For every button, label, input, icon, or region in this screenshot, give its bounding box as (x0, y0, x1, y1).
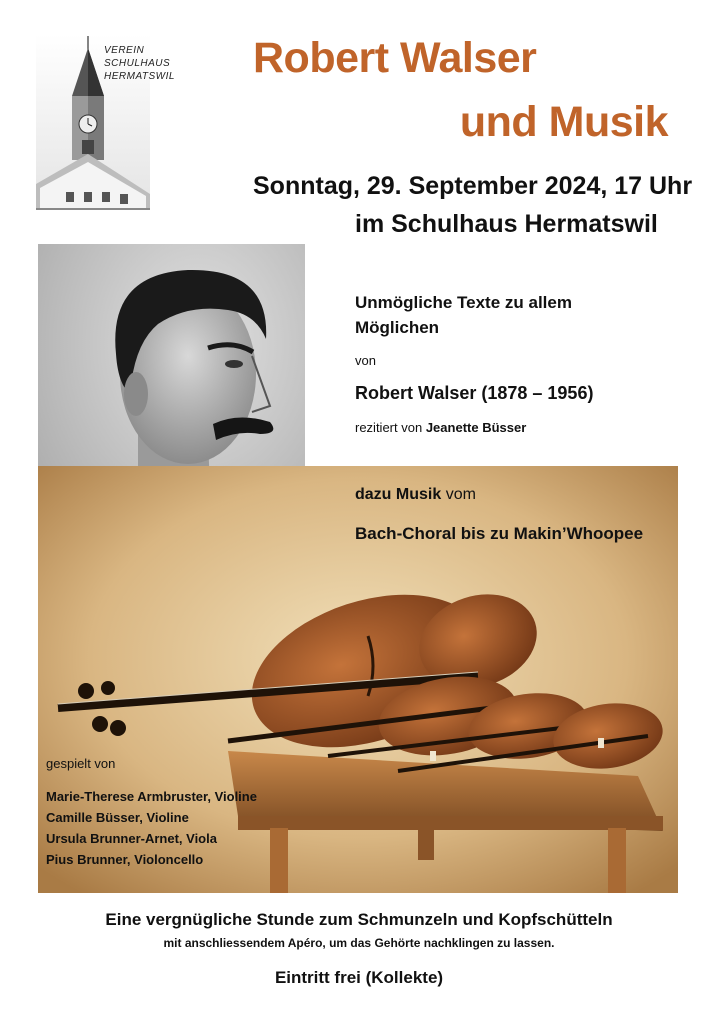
music-vom: vom (445, 486, 476, 503)
logo-line: SCHULHAUS (104, 58, 171, 69)
performer-item: Ursula Brunner-Arnet, Viola (46, 831, 217, 846)
performer-list (46, 786, 257, 870)
music-label: dazu Musik (355, 486, 442, 503)
performers-heading: gespielt von (46, 756, 116, 771)
von-label: von (355, 353, 376, 368)
author-name: Robert Walser (1878 – 1956) (355, 383, 594, 403)
reciter-name: Jeanette Büsser (425, 420, 527, 435)
logo-line: VEREIN (104, 45, 145, 56)
music-intro (355, 486, 476, 504)
footer-tagline: Eine vergnügliche Stunde zum Schmunzeln und Kopfschütteln (105, 910, 613, 929)
footer-subline: mit anschliessendem Apéro, um das Gehörte nachklingen zu lassen. (163, 936, 555, 950)
recited-prefix: rezitiert von (355, 420, 423, 435)
entry-info: Eintritt frei (Kollekte) (274, 968, 444, 987)
music-range: Bach-Choral bis zu Makin’Whoopee (355, 524, 644, 543)
performer-item: Pius Brunner, Violoncello (46, 852, 204, 867)
program-subtitle: Unmögliche Texte zu allem Möglichen (355, 293, 572, 337)
event-venue: im Schulhaus Hermatswil (355, 210, 658, 238)
performer-item: Camille Büsser, Violine (46, 810, 189, 825)
event-date: Sonntag, 29. September 2024, 17 Uhr (253, 172, 693, 200)
recited-line (355, 420, 526, 435)
logo-line: HERMATSWIL (104, 71, 175, 82)
performer-item: Marie-Therese Armbruster, Violine (46, 789, 257, 804)
logo-text (104, 44, 175, 83)
title-line-2: und Musik (459, 98, 668, 146)
title-line-1: Robert Walser (253, 34, 537, 82)
